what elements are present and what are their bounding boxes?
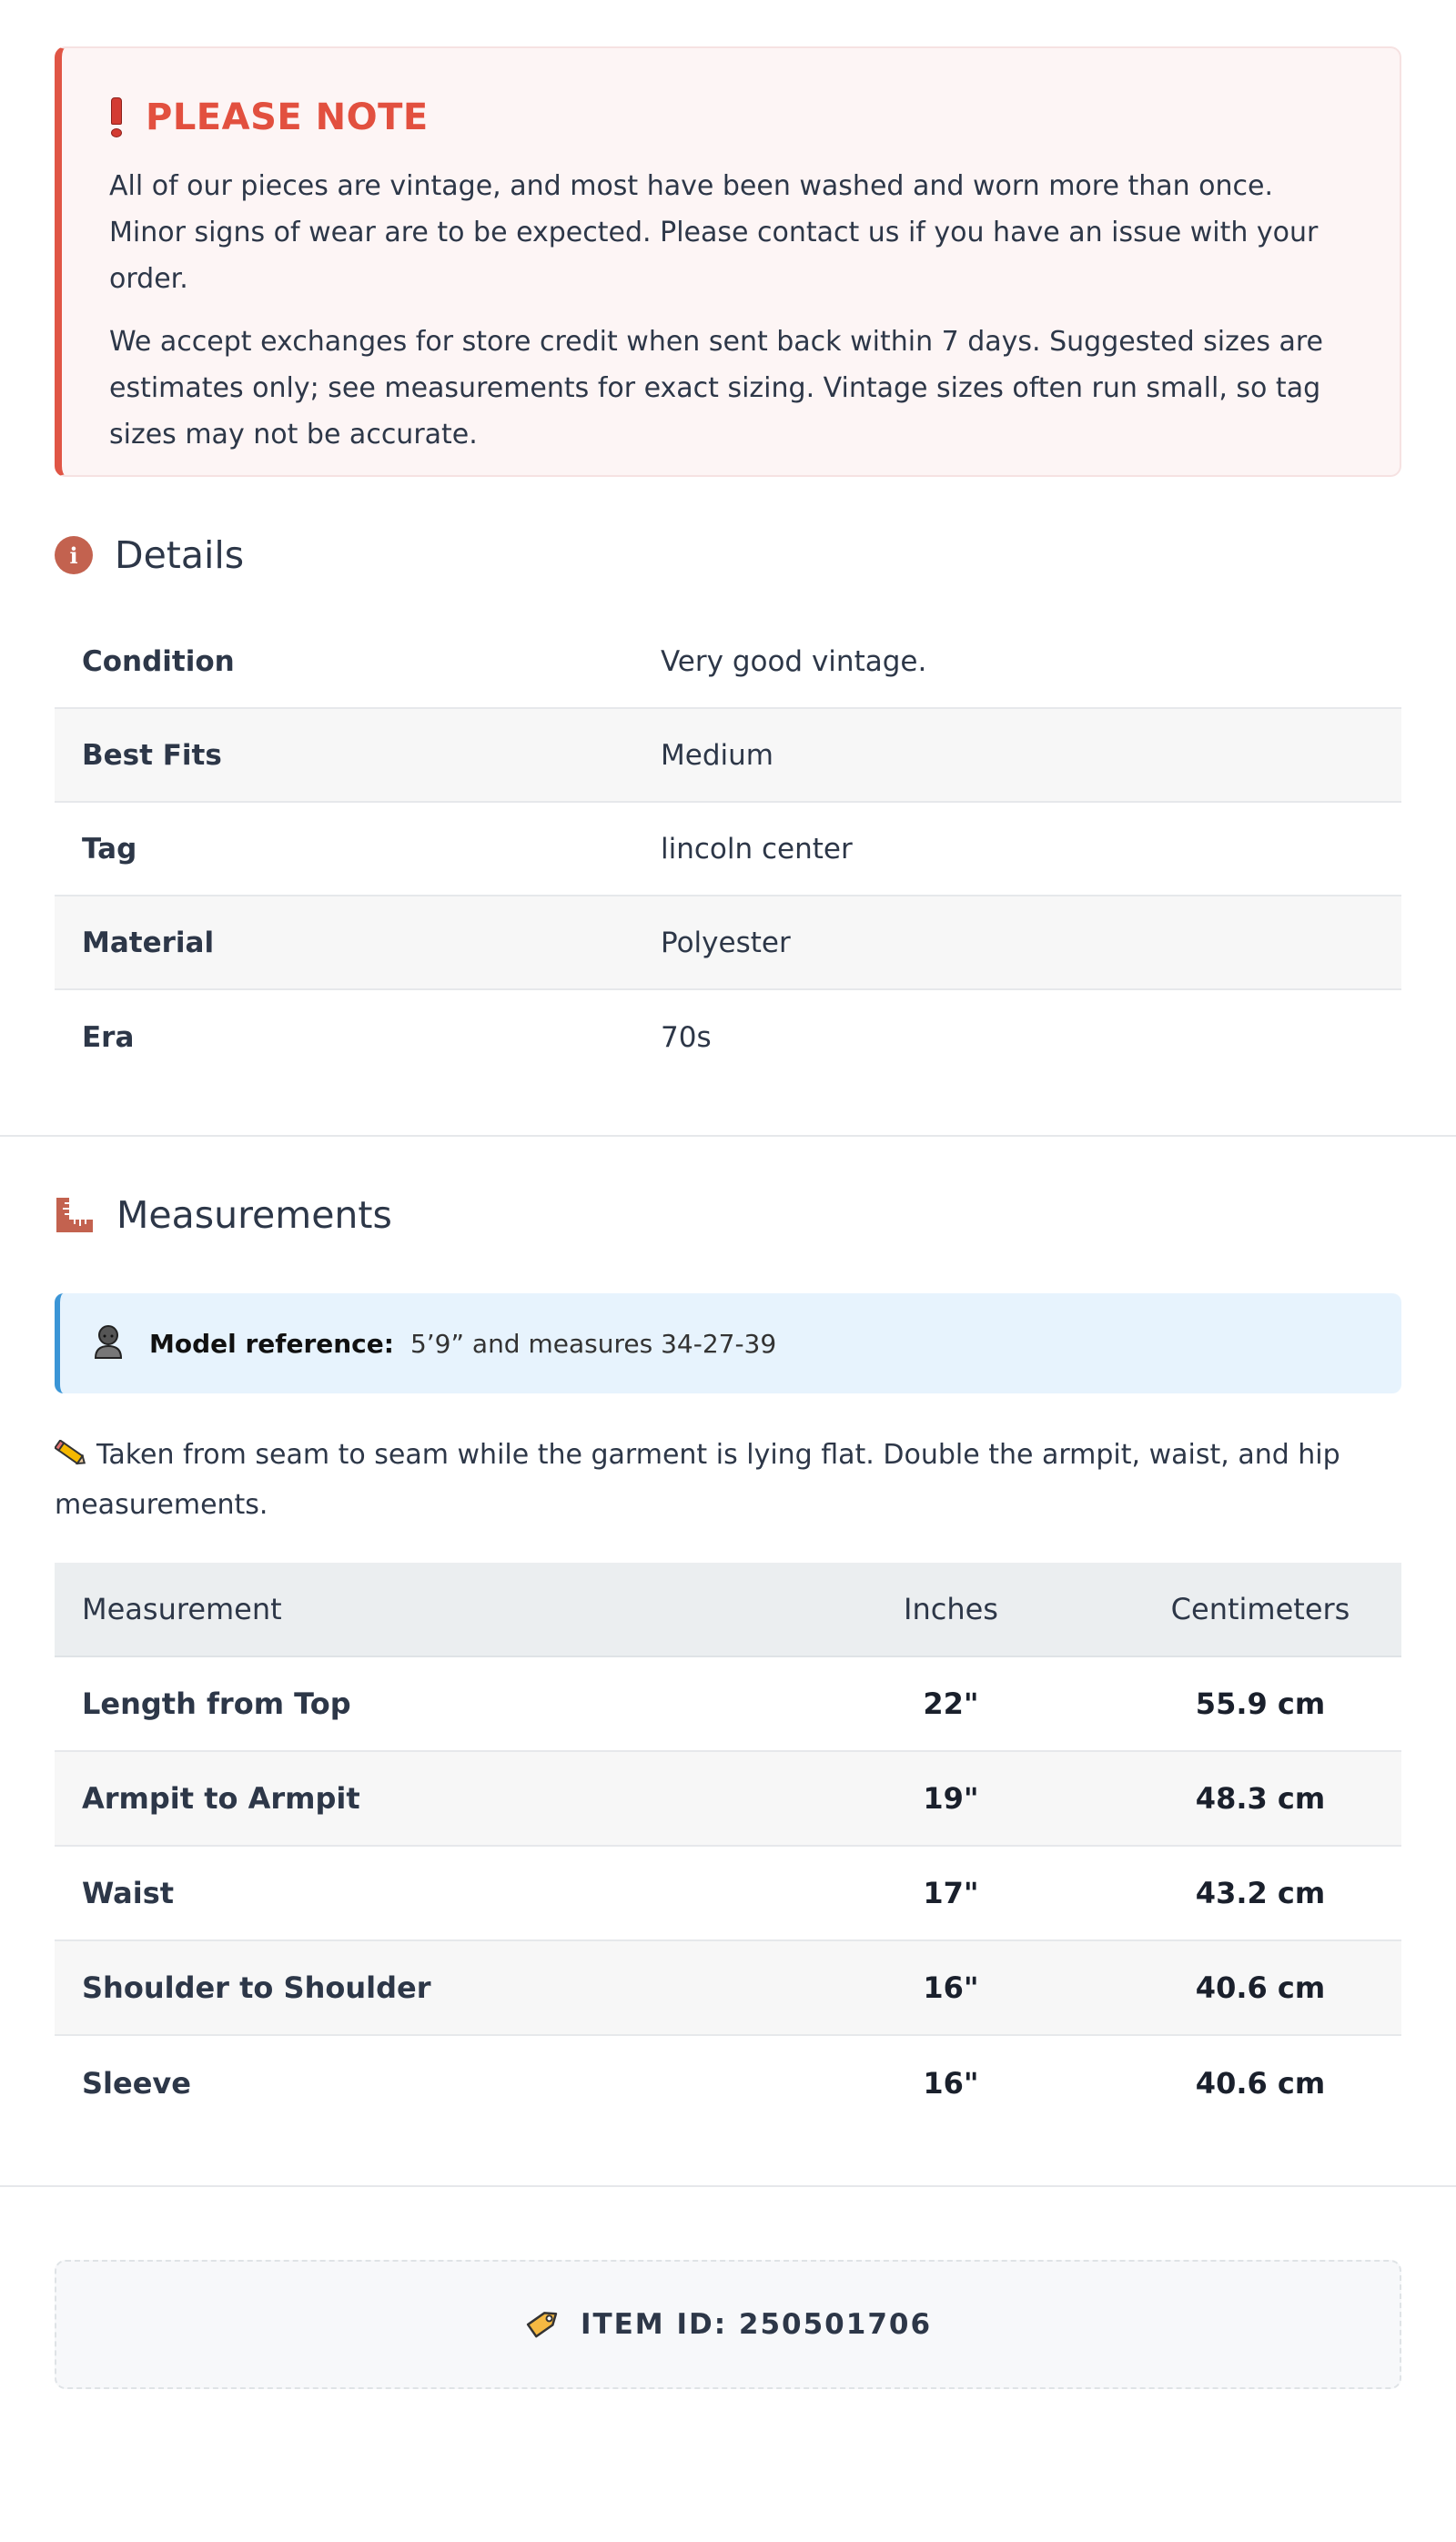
exclamation-icon — [109, 97, 124, 137]
pencil-icon — [55, 1435, 87, 1482]
inches-value: 17" — [923, 1876, 979, 1910]
section-divider — [0, 2185, 1456, 2187]
column-header: Centimeters — [1170, 1592, 1350, 1626]
cm-value: 43.2 cm — [1195, 1876, 1326, 1910]
table-row — [55, 1941, 1401, 2036]
tag-icon — [524, 2304, 562, 2345]
table-row — [55, 1847, 1401, 1941]
details-value: Medium — [661, 738, 774, 772]
notice-box — [55, 46, 1401, 477]
cm-value: 40.6 cm — [1195, 2066, 1326, 2101]
measurement-name: Shoulder to Shoulder — [82, 1970, 431, 2005]
details-value: Polyester — [661, 926, 791, 959]
details-value: 70s — [661, 1020, 712, 1054]
table-header — [55, 1563, 1401, 1657]
column-header: Measurement — [82, 1592, 282, 1626]
table-row — [55, 2036, 1401, 2131]
details-label: Condition — [82, 644, 235, 678]
measurement-name: Length from Top — [82, 1686, 351, 1721]
inches-value: 16" — [923, 2066, 979, 2101]
notice-paragraph: All of our pieces are vintage, and most have been washed and worn more than once. Minor signs of wear are to be expected. Please contact us if you have an issue with your order. — [109, 170, 1319, 295]
info-icon: i — [55, 536, 93, 574]
column-header: Inches — [904, 1592, 998, 1626]
notice-title: PLEASE NOTE — [146, 96, 429, 138]
details-label: Tag — [82, 832, 137, 866]
details-value: lincoln center — [661, 832, 853, 866]
inches-value: 16" — [923, 1970, 979, 2005]
details-row — [55, 896, 1401, 990]
details-header — [55, 533, 1401, 577]
cm-value: 55.9 cm — [1195, 1686, 1326, 1721]
measurements-header — [55, 1193, 1401, 1237]
model-reference-box — [55, 1293, 1401, 1393]
details-label: Material — [82, 926, 215, 959]
inches-value: 19" — [923, 1781, 979, 1816]
table-row — [55, 1657, 1401, 1752]
notice-paragraph: We accept exchanges for store credit when sent back within 7 days. Suggested sizes are estimates only; see measurements for exact sizing. Vintage sizes often run small, so tag sizes may not be accurate. — [109, 326, 1324, 451]
inches-value: 22" — [923, 1686, 979, 1721]
measurements-table — [55, 1563, 1401, 2131]
item-id-label: ITEM ID: 250501706 — [580, 2308, 933, 2341]
model-reference-label: Model reference: — [149, 1328, 394, 1359]
details-table — [55, 615, 1401, 1084]
measurement-name: Waist — [82, 1876, 175, 1910]
details-row — [55, 615, 1401, 709]
cm-value: 48.3 cm — [1195, 1781, 1326, 1816]
table-row — [55, 1752, 1401, 1847]
section-divider — [0, 1135, 1456, 1137]
measurement-name: Armpit to Armpit — [82, 1781, 360, 1816]
person-icon — [93, 1324, 124, 1362]
measurement-name: Sleeve — [82, 2066, 191, 2101]
details-row — [55, 709, 1401, 803]
section-title: Measurements — [116, 1193, 392, 1237]
measurement-note-text: Taken from seam to seam while the garment is lying flat. Double the armpit, waist, and hip measurements. — [55, 1439, 1340, 1521]
details-row — [55, 803, 1401, 896]
details-label: Era — [82, 1020, 135, 1054]
details-value: Very good vintage. — [661, 644, 927, 678]
section-title: Details — [115, 533, 245, 577]
cm-value: 40.6 cm — [1195, 1970, 1326, 2005]
measurement-note — [55, 1432, 1401, 1528]
notice-header — [109, 96, 1352, 138]
details-label: Best Fits — [82, 738, 222, 772]
model-reference-value: 5’9” and measures 34-27-39 — [410, 1328, 777, 1359]
details-row — [55, 990, 1401, 1084]
item-id-box — [55, 2260, 1401, 2389]
ruler-icon — [55, 1196, 95, 1234]
